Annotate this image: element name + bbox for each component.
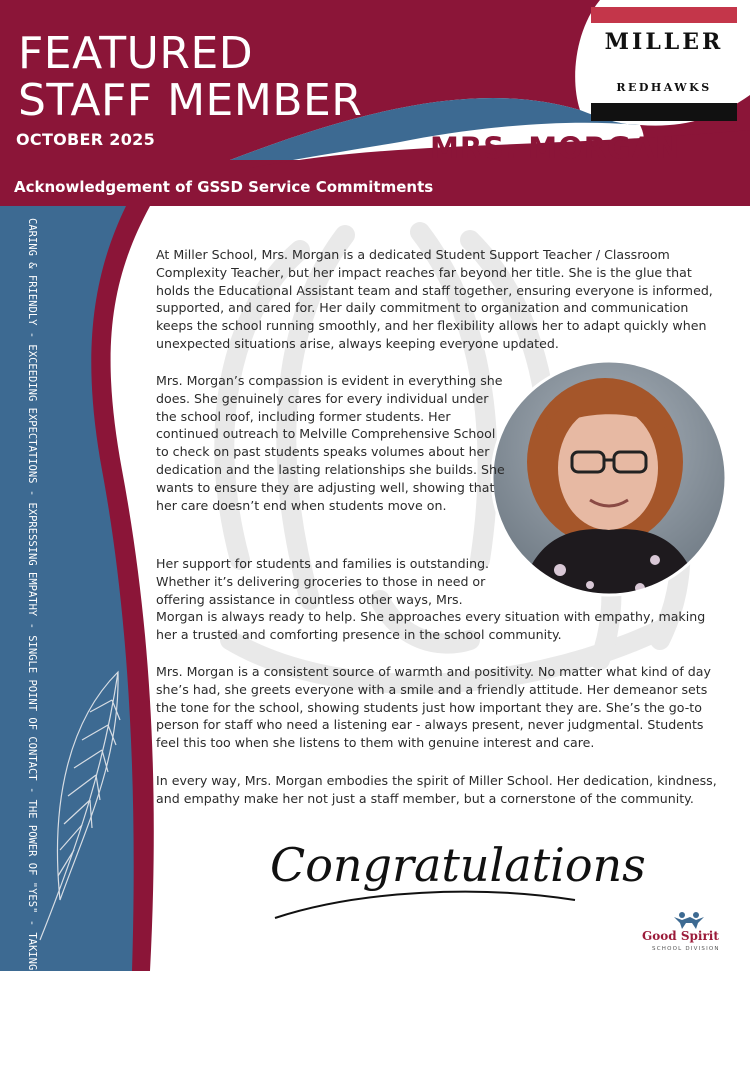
subheader-title: Acknowledgement of GSSD Service Commitments <box>14 178 434 196</box>
good-spirit-subtitle: SCHOOL DIVISION <box>652 946 720 952</box>
article-paragraph-1: At Miller School, Mrs. Morgan is a dedicated Student Support Teacher / Classroom Complexity Teacher, but her impact reaches far beyond her title. She is the glue that holds the Educational Assistant team and staff together, ensuring everyone is informed, supported, and cared for. Her daily commitment to organization and communication keeps the school running smoothly, and her flexibility allows her to adapt quickly when unexpected situations arise, always keeping everyone updated. <box>156 247 713 351</box>
article-paragraph-3b: Morgan is always ready to help. She approaches every situation with empathy, making her a trusted and comforting presence in the school community. <box>156 609 706 642</box>
sidebar-commitments <box>22 218 42 1065</box>
article-paragraph-3a: Her support for students and families is outstanding. Whether it’s delivering groceries to those in need or offering assistance in countless other ways, Mrs. <box>156 556 490 607</box>
school-logo <box>591 7 737 121</box>
staff-name: MRS. MORGAN <box>430 131 681 165</box>
article-paragraph-2: Mrs. Morgan’s compassion is evident in everything she does. She genuinely cares for every individual under the school roof, including former students. Her continued outreach to Melville Comprehensive School to check on past students speaks volumes about her dedication and the lasting relationships she builds. She wants to ensure they are adjusting well, showing that her care doesn’t end when students move on. <box>156 373 505 513</box>
logo-team-name: REDHAWKS <box>616 81 712 94</box>
logo-bottom-bar <box>591 103 737 121</box>
article-paragraph-4: Mrs. Morgan is a consistent source of warmth and positivity. No matter what kind of day she’s had, she greets everyone with a smile and a friendly attitude. Her demeanor sets the tone for the school, showing students just how important they are. She’s the go-to person for staff who need a listening ear - always present, never judgmental. Students feel this too when she listens to them with genuine interest and care. <box>156 664 711 751</box>
sidebar-blue <box>0 206 134 1065</box>
page-title-line2: STAFF MEMBER <box>18 75 363 126</box>
good-spirit-name: Good Spirit <box>642 929 719 943</box>
article-paragraph-5: In every way, Mrs. Morgan embodies the spirit of Miller School. Her dedication, kindness, and empathy make her not just a staff member, but a cornerstone of the community. <box>156 773 717 806</box>
good-spirit-logo-icon <box>672 911 712 929</box>
sidebar-commitments-text: CARING & FRIENDLY - EXCEEDING EXPECTATIONS - EXPRESSING EMPATHY - SINGLE POINT OF CONTACT - THE POWER OF "YES" - TAKING TIME TO LISTEN <box>26 218 38 1065</box>
issue-date: OCTOBER 2025 <box>16 130 156 149</box>
logo-top-bar <box>591 7 737 23</box>
logo-school-name: MILLER <box>604 29 724 55</box>
congratulations-text: Congratulations <box>270 838 646 892</box>
congratulations-swash <box>275 892 575 918</box>
page-title-line1: FEATURED <box>18 28 254 79</box>
